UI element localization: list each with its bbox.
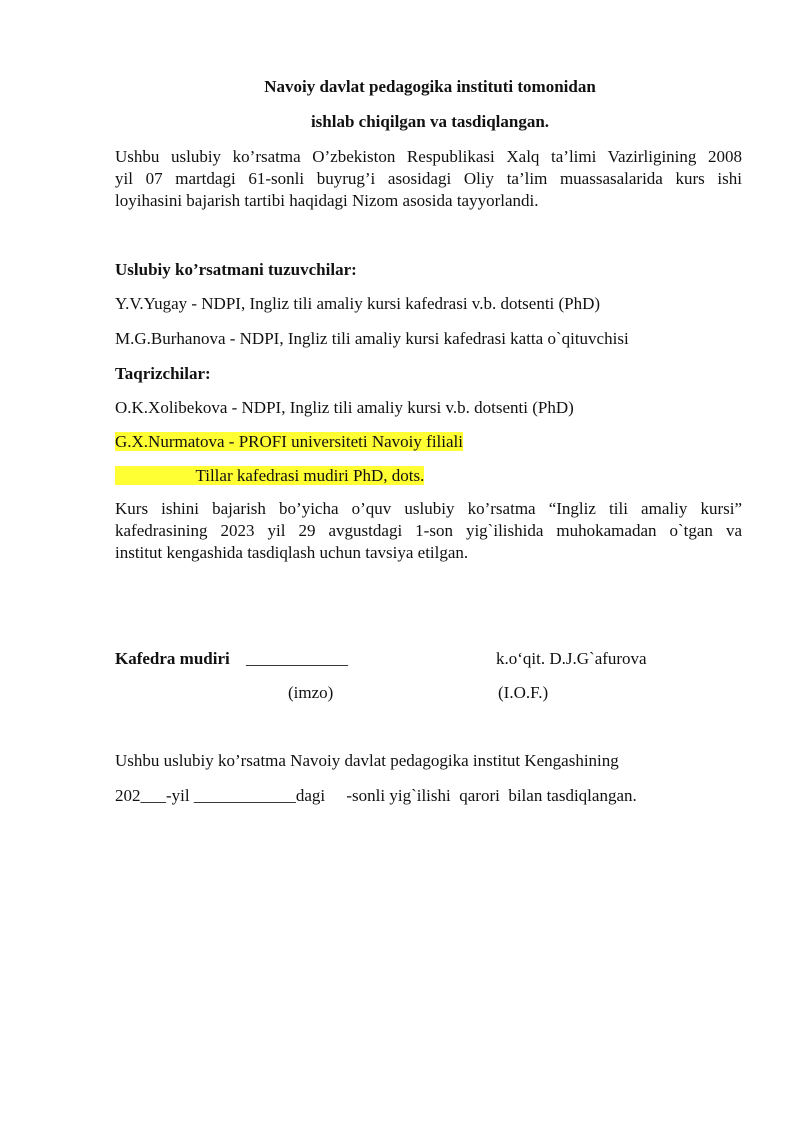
author-item: M.G.Burhanova - NDPI, Ingliz tili amaliy kursi kafedrasi katta o`qituvchisi — [115, 329, 629, 348]
authors-heading: Uslubiy ko’rsatmani tuzuvchilar: — [115, 260, 357, 279]
discussion-line: Kurs ishini bajarish bo’yicha o’quv uslubiy ko’rsatma “Ingliz tili amaliy kursi” — [115, 499, 742, 518]
highlighted-text: G.X.Nurmatova - PROFI universiteti Navoiy filiali — [115, 432, 463, 451]
signature-iof: (I.O.F.) — [498, 683, 549, 702]
discussion-line: institut kengashida tasdiqlash uchun tavsiya etilgan. — [115, 543, 469, 562]
discussion-line: kafedrasining 2023 yil 29 avgustdagi 1-son yig`ilishida muhokamadan o`tgan va — [115, 521, 742, 540]
reviewers-heading: Taqrizchilar: — [115, 364, 211, 383]
header-line-2: ishlab chiqilgan va tasdiqlangan. — [310, 112, 550, 131]
reviewer-item-highlighted — [115, 432, 463, 452]
intro-line: yil 07 martdagi 61-sonli buyrug’i asosidagi Oliy ta’lim muassasalarida kurs ishi — [115, 169, 742, 188]
discussion-paragraph — [115, 498, 742, 564]
intro-line: Ushbu uslubiy ko’rsatma O’zbekiston Respublikasi Xalq ta’limi Vazirligining 2008 — [115, 147, 742, 166]
signature-label: Kafedra mudiri — [115, 649, 230, 668]
approval-line-1: Ushbu uslubiy ko’rsatma Navoiy davlat pedagogika institut Kengashining — [115, 751, 619, 770]
reviewer-item-highlighted-2 — [115, 466, 424, 486]
reviewer-item: O.K.Xolibekova - NDPI, Ingliz tili amaliy kursi v.b. dotsenti (PhD) — [115, 398, 574, 417]
intro-line: loyihasini bajarish tartibi haqidagi Nizom asosida tayyorlandi. — [115, 191, 539, 210]
signature-name: k.o‘qit. D.J.G`afurova — [496, 649, 647, 668]
highlighted-text: Tillar kafedrasi mudiri PhD, dots. — [195, 466, 425, 485]
header-line-1: Navoiy davlat pedagogika instituti tomonidan — [264, 77, 596, 96]
signature-imzo: (imzo) — [288, 683, 334, 702]
author-item: Y.V.Yugay - NDPI, Ingliz tili amaliy kursi kafedrasi v.b. dotsenti (PhD) — [115, 294, 601, 313]
highlight-indent — [115, 466, 195, 485]
signature-blank: ____________ — [246, 649, 348, 668]
approval-line-2: 202___-yil ____________dagi -sonli yig`ilishi qarori bilan tasdiqlangan. — [115, 786, 637, 805]
intro-paragraph — [115, 146, 742, 212]
